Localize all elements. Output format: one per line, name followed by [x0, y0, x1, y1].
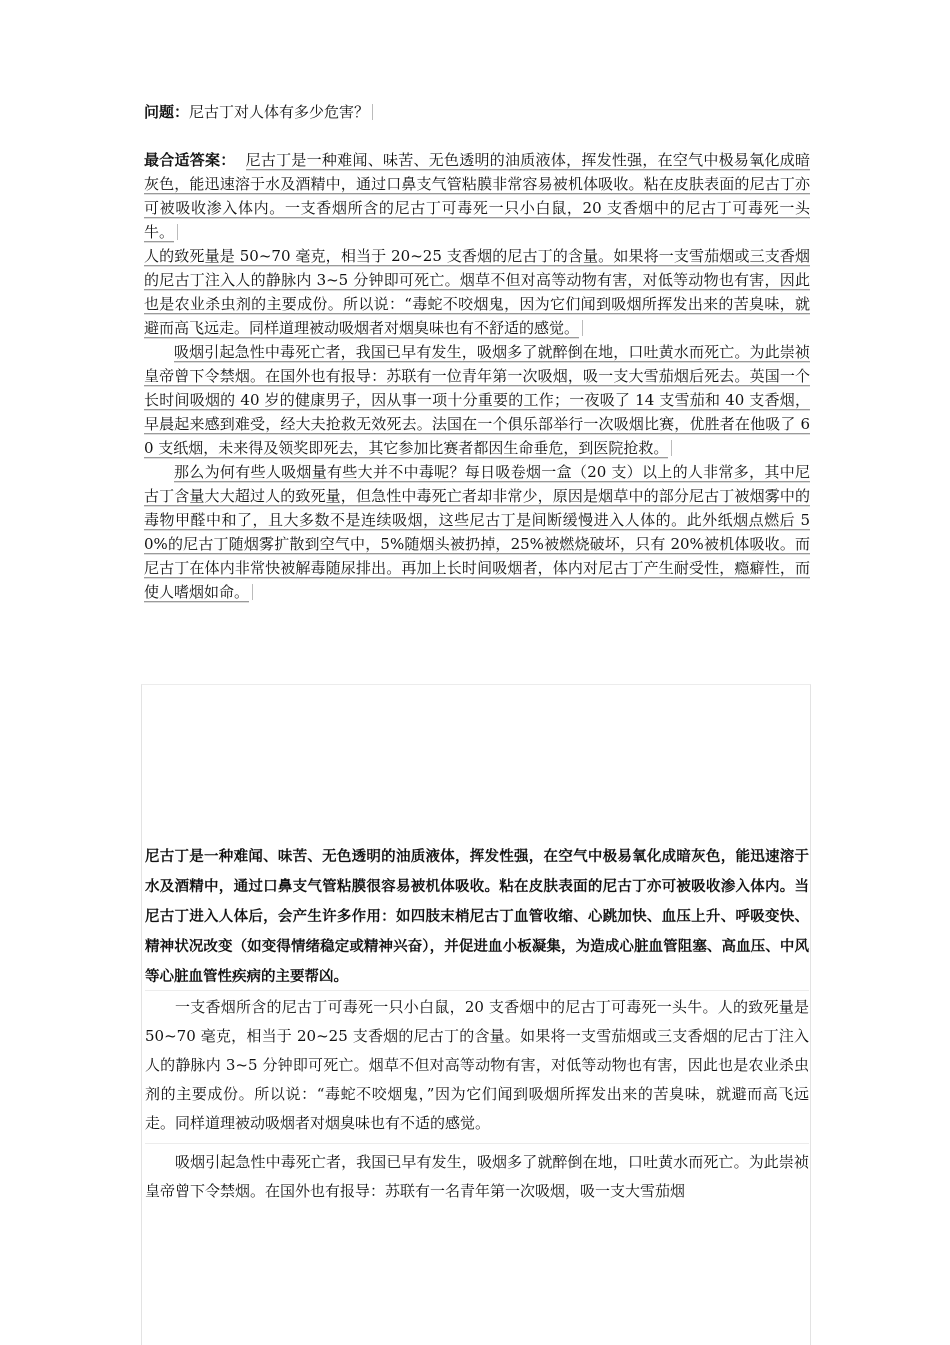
question-text: 尼古丁对人体有多少危害？: [189, 103, 370, 121]
paragraph-end-mark: [582, 320, 584, 336]
question-label: 问题：: [144, 103, 190, 121]
lethal-dose-text: 人的致死量是 50~70 毫克，相当于 20~25 支香烟的尼古丁的含量。如果将一支雪茄烟或三支香烟的尼古丁注入人的静脉内 3~5 分钟即可死亡。烟草不但对高等动物有害，对低等动物也有害，因此也是农业杀虫剂的主要成份。所以说：“毒蛇不咬烟鬼，因为它们闻到吸烟所挥发出来的苦臭味，就避而高飞远走。同样道理被动吸烟者对烟臭味也有不舒适的感觉。: [144, 247, 810, 337]
answer-intro-paragraph: [144, 148, 810, 244]
paragraph-divider: [145, 1143, 809, 1144]
qa-section: [144, 100, 810, 604]
answer-intro-text: 尼古丁是一种难闻、味苦、无色透明的油质液体，挥发性强，在空气中极易氧化成暗灰色，能迅速溶于水及酒精中，通过口鼻支气管粘膜非常容易被机体吸收。粘在皮肤表面的尼古丁亦可被吸收渗入体内。一支香烟所含的尼古丁可毒死一只小白鼠，20 支香烟中的尼古丁可毒死一头牛。: [144, 151, 810, 241]
acute-poisoning-paragraph: [144, 340, 810, 460]
paragraph-divider: [145, 990, 809, 991]
article-paragraph-acute: 吸烟引起急性中毒死亡者，我国已早有发生，吸烟多了就醉倒在地，口吐黄水而死亡。为此崇祯皇帝曾下令禁烟。在国外也有报导：苏联有一名青年第一次吸烟，吸一支大雪茄烟: [145, 1153, 809, 1200]
article-bold-paragraph: 尼古丁是一种难闻、味苦、无色透明的油质液体，挥发性强，在空气中极易氧化成暗灰色，能迅速溶于水及酒精中，通过口鼻支气管粘膜很容易被机体吸收。粘在皮肤表面的尼古丁亦可被吸收渗入体内。当尼古丁进入人体后，会产生许多作用：如四肢末梢尼古丁血管收缩、心跳加快、血压上升、呼吸变快、精神状况改变（如变得情绪稳定或精神兴奋），并促进血小板凝集，为造成心脏血管阻塞、高血压、中风等心脏血管性疾病的主要帮凶。: [145, 849, 809, 985]
article-paragraph-lethal: 一支香烟所含的尼古丁可毒死一只小白鼠，20 支香烟中的尼古丁可毒死一头牛。人的致死量是 50~70 毫克，相当于 20~25 支香烟的尼古丁的含量。如果将一支雪茄烟或三支香烟的尼古丁注入人的静脉内 3~5 分钟即可死亡。烟草不但对高等动物有害，对低等动物也有害，因此也是农业杀虫剂的主要成份。所以说：“毒蛇不咬烟鬼，”因为它们闻到吸烟所挥发出来的苦臭味，就避而高飞远走。同样道理被动吸烟者对烟臭味也有不适的感觉。: [145, 998, 809, 1132]
paragraph-end-mark: [671, 440, 673, 456]
paragraph-end-mark: [177, 224, 179, 240]
tolerance-text: 那么为何有些人吸烟量有些大并不中毒呢？每日吸卷烟一盒（20 支）以上的人非常多，其中尼古丁含量大大超过人的致死量，但急性中毒死亡者却非常少，原因是烟草中的部分尼古丁被烟雾中的毒物甲醛中和了，且大多数不是连续吸烟，这些尼古丁是间断缓慢进入人体的。此外纸烟点燃后 50%的尼古丁随烟雾扩散到空气中，5%随烟头被扔掉，25%被燃烧破坏，只有 20%被机体吸收。而尼古丁在体内非常快被解毒随尿排出。再加上长时间吸烟者，体内对尼古丁产生耐受性，瘾癖性，而使人嗜烟如命。: [144, 463, 810, 601]
question-line: [144, 100, 810, 124]
paragraph-end-mark: [252, 584, 254, 600]
acute-poisoning-text: 吸烟引起急性中毒死亡者，我国已早有发生，吸烟多了就醉倒在地，口吐黄水而死亡。为此崇祯皇帝曾下令禁烟。在国外也有报导：苏联有一位青年第一次吸烟，吸一支大雪茄烟后死去。英国一个长时间吸烟的 40 岁的健康男子，因从事一项十分重要的工作；一夜吸了 14 支雪茄和 40 支香烟，早晨起来感到难受，经大夫抢救无效死去。法国在一个俱乐部举行一次吸烟比赛，优胜者在他吸了 60 支纸烟，未来得及领奖即死去，其它参加比赛者都因生命垂危，到医院抢救。: [144, 343, 810, 457]
paragraph-end-mark: [372, 104, 374, 120]
tolerance-paragraph: [144, 460, 810, 604]
lethal-dose-paragraph: [144, 244, 810, 340]
answer-label: 最合适答案：: [144, 151, 236, 169]
